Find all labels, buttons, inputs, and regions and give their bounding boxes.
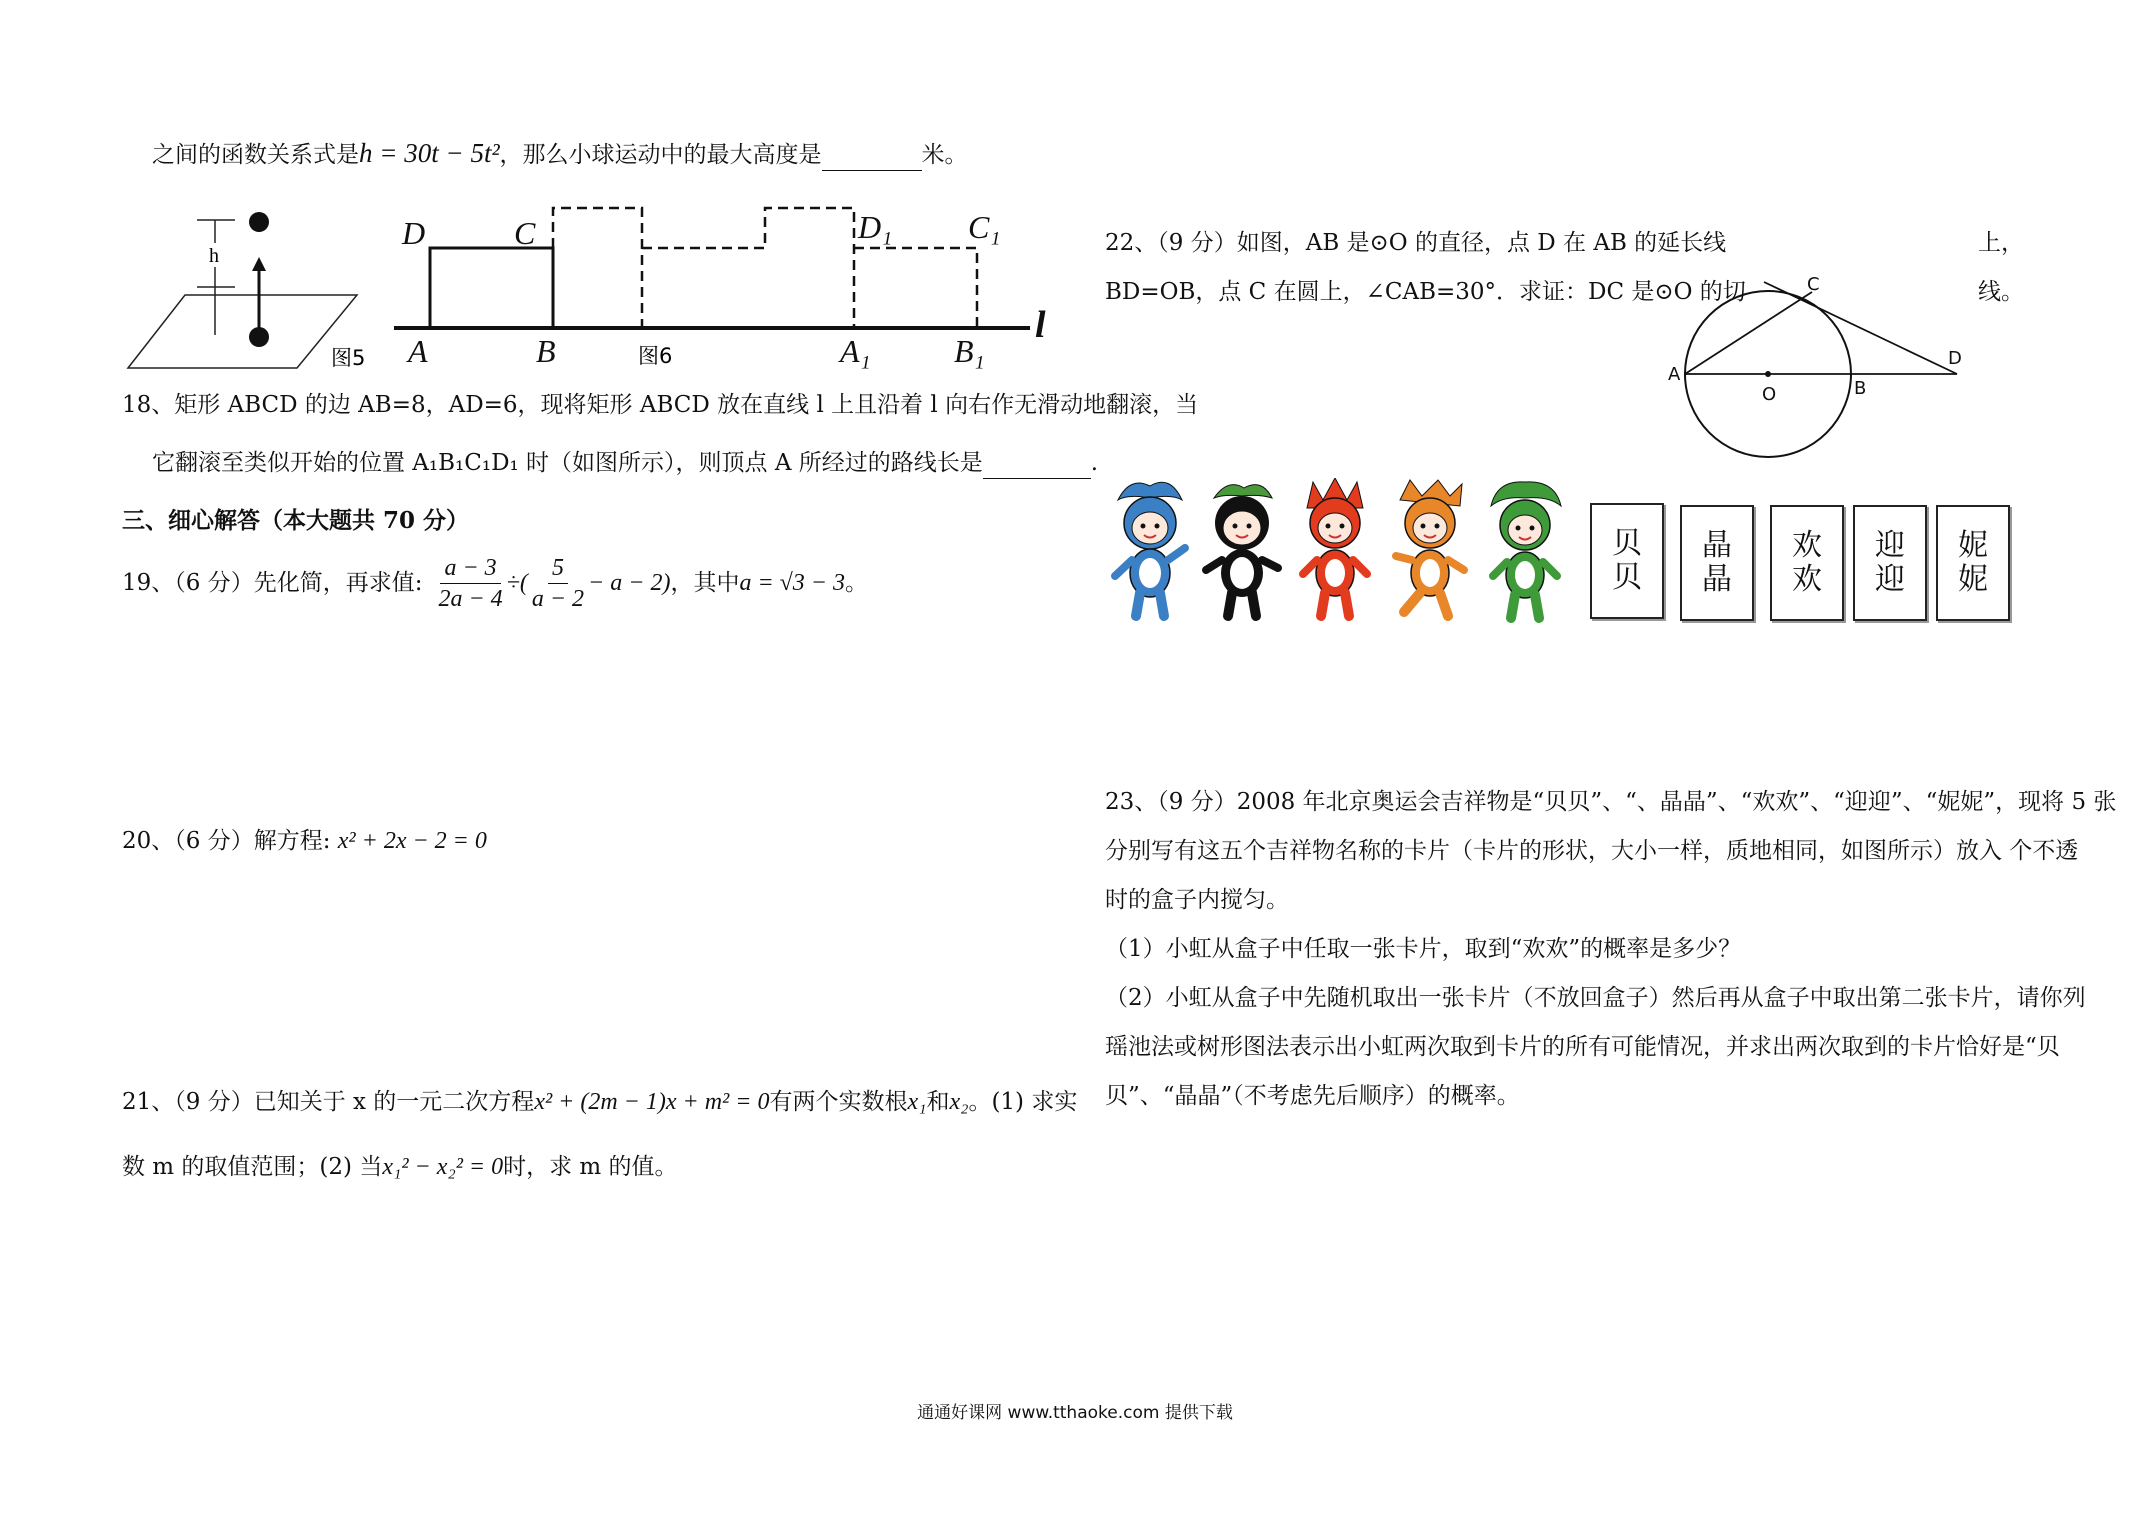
q19-prefix: 19、（6 分）先化简，再求值: (122, 570, 423, 596)
q21-and: 和 (926, 1089, 950, 1115)
label-b: B (1854, 378, 1867, 399)
q21-line1-b: 有两个实数根 (769, 1089, 908, 1115)
fig6-caption: 图6 (638, 344, 673, 368)
fig6-label-B: B (536, 333, 556, 369)
orange-mascot (1396, 480, 1464, 616)
q21-line2 (122, 1152, 678, 1182)
q21-line2-b: 时，求 m 的值。 (503, 1154, 678, 1180)
card-jingjing-bottom: 晶 (1702, 562, 1732, 597)
q21-line1-a: 21、（9 分）已知关于 x 的一元二次方程 (122, 1089, 535, 1115)
q23-part2-line1: （2）小虹从盒子中先随机取出一张卡片（不放回盒子）然后再从盒子中取出第二张卡片，请你列 (1105, 985, 2086, 1011)
fig6-label-l: l (1035, 304, 1046, 346)
section-3-title: 三、细心解答（本大题共 70 分） (122, 507, 470, 534)
fig5-ball-top (249, 212, 269, 232)
card-jingjing (1680, 505, 1754, 621)
red-mascot (1303, 478, 1367, 616)
fig5-arrow-head (252, 257, 266, 271)
fig5-plane (128, 295, 357, 368)
q23-part2-line2: 瑶池法或树形图法表示出小虹两次取到卡片的所有可能情况，并求出两次取到的卡片恰好是“贝 (1105, 1034, 2060, 1060)
blue-mascot (1115, 482, 1185, 616)
q23-line2: 分别写有这五个吉祥物名称的卡片（卡片的形状，大小一样，质地相同，如图所示）放入 个不透 (1105, 838, 2079, 864)
label-c: C (1807, 274, 1820, 295)
fig6-label-D: D (402, 215, 426, 251)
fig6-label-C1: C₁ (968, 209, 1001, 245)
card-huanhuan-bottom: 欢 (1792, 562, 1822, 597)
q19-value: a = √3 − 3 (739, 570, 845, 596)
q17-prefix: 之间的函数关系式是 (152, 142, 359, 168)
q21-x1: x₁ (907, 1089, 927, 1115)
q21-line1 (122, 1087, 1077, 1117)
q17-tail-line (152, 138, 968, 171)
q21-equation: x² + (2m − 1)x + m² = 0 (534, 1089, 770, 1115)
card-beibei-bottom: 贝 (1612, 560, 1642, 595)
q19-cond: ，其中 (670, 570, 740, 596)
q18-period: . (1090, 450, 1099, 476)
green-mascot (1491, 482, 1561, 618)
q17-middle: ，那么小球运动中的最大高度是 (499, 142, 822, 168)
q17-answer-blank (822, 140, 922, 171)
q19-fraction-1 (434, 553, 506, 614)
fig6-dashed-path (553, 208, 977, 328)
q19-frac2-den: a − 2 (531, 585, 585, 612)
q17-formula: h = 30t − 5t² (359, 138, 500, 168)
q19-fraction-2 (528, 553, 588, 614)
card-yingying (1853, 505, 1927, 621)
q23-line3: 时的盒子内搅匀。 (1105, 887, 1289, 913)
q21-condition-eq: x₁² − x₂² = 0 (382, 1154, 504, 1180)
label-d: D (1948, 348, 1962, 369)
q19-frac1-den: 2a − 4 (438, 585, 503, 612)
q22-circle-figure (1660, 270, 1980, 470)
page-footer: 通通好课网 www.tthaoke.com 提供下载 (917, 1403, 1233, 1423)
card-yingying-bottom: 迎 (1875, 562, 1905, 597)
fig6-label-B1: B₁ (954, 333, 985, 369)
card-yingying-top: 迎 (1875, 528, 1905, 563)
q19-end: 。 (845, 570, 868, 596)
q19-tail: − a − 2) (588, 570, 671, 596)
fig5-h-label: h (209, 245, 219, 267)
fig6-label-A1: A₁ (840, 333, 871, 369)
card-jingjing-top: 晶 (1702, 528, 1732, 563)
label-a: A (1668, 364, 1681, 385)
q17-suffix: 米。 (921, 142, 968, 168)
fig5-caption: 图5 (331, 346, 366, 370)
black-mascot (1206, 485, 1278, 616)
q18-line2 (152, 448, 1098, 479)
card-huanhuan-top: 欢 (1792, 528, 1822, 563)
fig6-label-D1: D₁ (858, 209, 893, 245)
q19-line (122, 548, 868, 618)
card-beibei-top: 贝 (1612, 526, 1642, 561)
fig6-label-C: C (514, 215, 536, 251)
q22-line1: 22、（9 分）如图，AB 是⊙O 的直径，点 D 在 AB 的延长线 (1105, 230, 1727, 256)
q21-x2: x₂ (949, 1089, 969, 1115)
q18-answer-blank (983, 448, 1091, 479)
center-dot (1765, 371, 1771, 377)
label-o: O (1762, 384, 1777, 405)
q20-equation: x² + 2x − 2 = 0 (337, 828, 487, 854)
q21-line2-a: 数 m 的取值范围；(2) 当 (122, 1154, 383, 1180)
card-nini (1936, 505, 2010, 621)
chord-ac (1685, 292, 1812, 374)
q19-divide: ÷( (506, 570, 528, 596)
figure-6 (390, 200, 1070, 375)
card-nini-top: 妮 (1958, 528, 1988, 563)
q23-part2-line3: 贝”、“晶晶”（不考虑先后顺序）的概率。 (1105, 1083, 1520, 1109)
card-huanhuan (1770, 505, 1844, 621)
q20-line (122, 826, 487, 856)
q19-frac2-num: 5 (548, 553, 568, 584)
mascot-row (1105, 478, 1605, 623)
q20-prefix: 20、（6 分）解方程: (122, 828, 331, 854)
figure-5 (125, 205, 385, 375)
q23-part1: （1）小虹从盒子中任取一张卡片，取到“欢欢”的概率是多少？ (1105, 936, 1742, 962)
q21-line1-c: 。(1) 求实 (968, 1089, 1078, 1115)
q22-line1-end: 上， (1978, 230, 2024, 256)
q22-line2-end: 线。 (1978, 279, 2024, 305)
q19-frac1-num: a − 3 (440, 553, 500, 584)
card-nini-bottom: 妮 (1958, 562, 1988, 597)
q18-line2-text: 它翻滚至类似开始的位置 A₁B₁C₁D₁ 时（如图所示），则顶点 A 所经过的路线长是 (152, 450, 983, 476)
fig6-rect-abcd (430, 248, 553, 328)
tangent-dc (1764, 282, 1957, 374)
q22-line2: BD=OB，点 C 在圆上，∠CAB=30°．求证：DC 是⊙O 的切 (1105, 279, 1746, 305)
q23-line1: 23、（9 分）2008 年北京奥运会吉祥物是“贝贝”、“、晶晶”、“欢欢”、“迎迎”、“妮妮”，现将 5 张 (1105, 789, 2117, 815)
fig6-label-A: A (408, 333, 428, 369)
q18-line1: 18、矩形 ABCD 的边 AB=8，AD=6，现将矩形 ABCD 放在直线 l 上且沿着 l 向右作无滑动地翻滚，当 (122, 392, 1199, 418)
card-beibei (1590, 503, 1664, 619)
